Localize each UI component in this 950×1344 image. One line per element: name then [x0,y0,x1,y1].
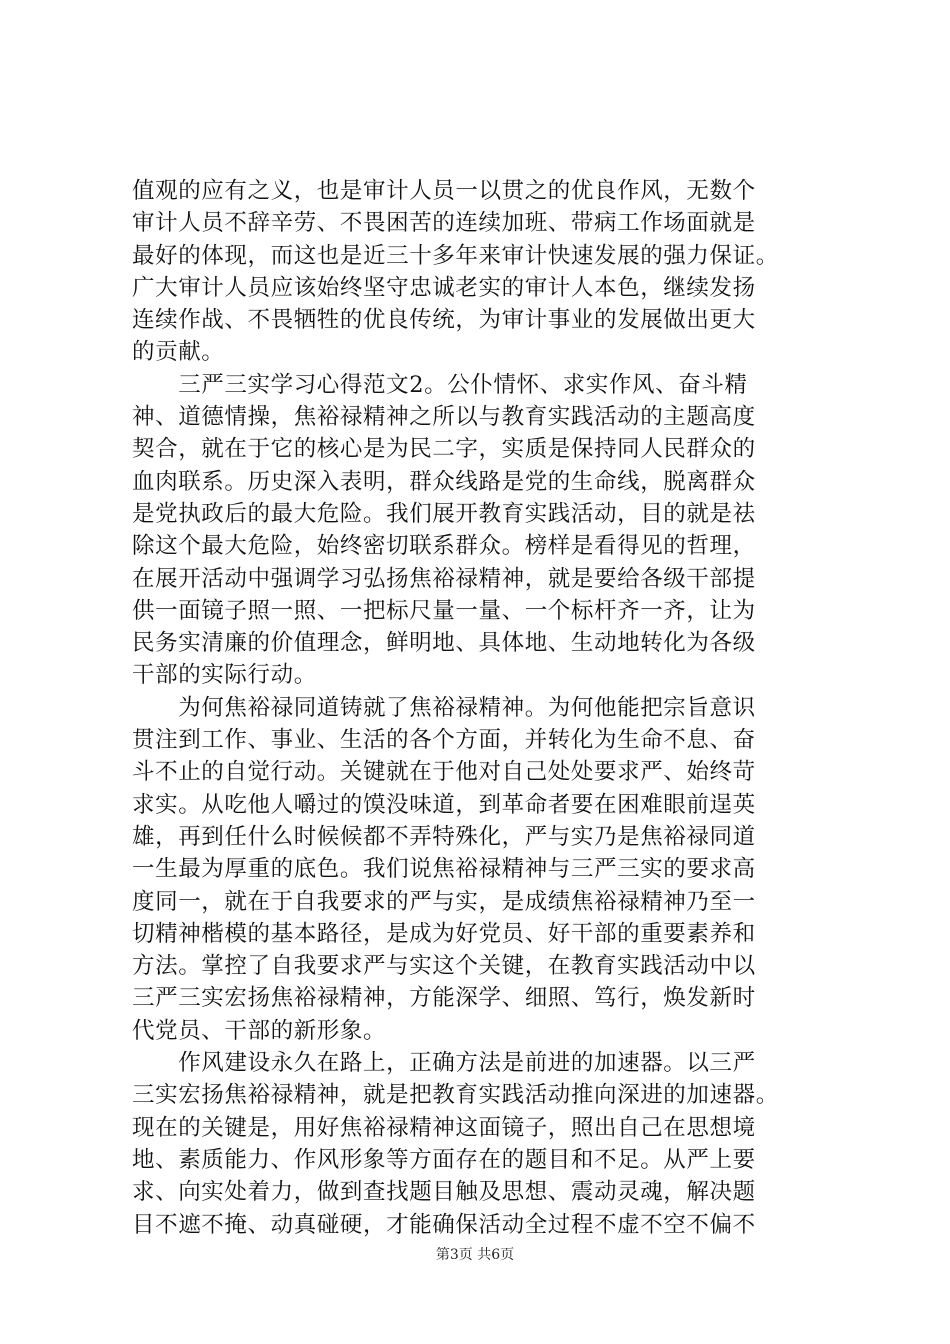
text-line: 目不遮不掩、动真碰硬，才能确保活动全过程不虚不空不偏不 [132,1211,756,1238]
text-line: 在展开活动中强调学习弘扬焦裕禄精神，就是要给各级干部提 [132,565,756,592]
text-line: 契合，就在于它的核心是为民二字，实质是保持同人民群众的 [132,436,756,463]
text-line: 斗不止的自觉行动。关键就在于他对自己处处要求严、始终苛 [132,759,756,786]
text-line: 除这个最大危险，始终密切联系群众。榜样是看得见的哲理， [132,533,756,560]
text-line: 一生最为厚重的底色。我们说焦裕禄精神与三严三实的要求高 [132,856,756,883]
body-text [132,175,852,1241]
text-line: 度同一，就在于自我要求的严与实，是成绩焦裕禄精神乃至一 [132,888,756,915]
text-line: 干部的实际行动。 [132,662,317,689]
text-line: 求、向实处着力，做到查找题目触及思想、震动灵魂，解决题 [132,1179,756,1206]
text-line: 血肉联系。历史深入表明，群众线路是党的生命线，脱离群众 [132,468,756,495]
text-line: 现在的关键是，用好焦裕禄精神这面镜子，照出自己在思想境 [132,1114,756,1141]
text-line: 三严三实学习心得范文2。公仆情怀、求实作风、奋斗精 [132,371,748,398]
text-line: 值观的应有之义，也是审计人员一以贯之的优良作风，无数个 [132,178,756,204]
text-line: 求实。从吃他人嚼过的馍没味道，到革命者要在困难眼前逞英 [132,791,756,818]
text-line: 地、素质能力、作风形象等方面存在的题目和不足。从严上要 [132,1146,756,1173]
text-line: 广大审计人员应该始终坚守忠诚老实的审计人本色，继续发扬 [132,274,756,301]
text-line: 最好的体现，而这也是近三十多年来审计快速发展的强力保证。 [132,242,779,269]
text-line: 方法。掌控了自我要求严与实这个关键，在教育实践活动中以 [132,953,756,980]
text-line: 审计人员不辞辛劳、不畏困苦的连续加班、带病工作场面就是 [132,210,756,237]
text-line: 民务实清廉的价值理念，鲜明地、具体地、生动地转化为各级 [132,630,756,657]
text-line: 为何焦裕禄同道铸就了焦裕禄精神。为何他能把宗旨意识 [132,694,756,721]
text-line: 的贡献。 [132,339,225,366]
text-line: 贯注到工作、事业、生活的各个方面，并转化为生命不息、奋 [132,727,756,754]
page-number-footer: 第3页 共6页 [435,1247,515,1263]
text-line: 是党执政后的最大危险。我们展开教育实践活动，目的就是祛 [132,500,756,527]
text-line: 雄，再到任什么时候候都不弄特殊化，严与实乃是焦裕禄同道 [132,823,756,850]
text-line: 代党员、干部的新形象。 [132,1017,387,1044]
text-line: 三实宏扬焦裕禄精神，就是把教育实践活动推向深进的加速器。 [132,1082,779,1109]
text-line: 供一面镜子照一照、一把标尺量一量、一个标杆齐一齐，让为 [132,597,756,624]
text-line: 连续作战、不畏牺牲的优良传统，为审计事业的发展做出更大 [132,307,756,334]
text-line: 神、道德情操，焦裕禄精神之所以与教育实践活动的主题高度 [132,404,756,431]
text-line: 三严三实宏扬焦裕禄精神，方能深学、细照、笃行，焕发新时 [132,985,756,1012]
text-line: 切精神楷模的基本路径，是成为好党员、好干部的重要素养和 [132,920,756,947]
text-line: 作风建设永久在路上，正确方法是前进的加速器。以三严 [132,1050,756,1077]
